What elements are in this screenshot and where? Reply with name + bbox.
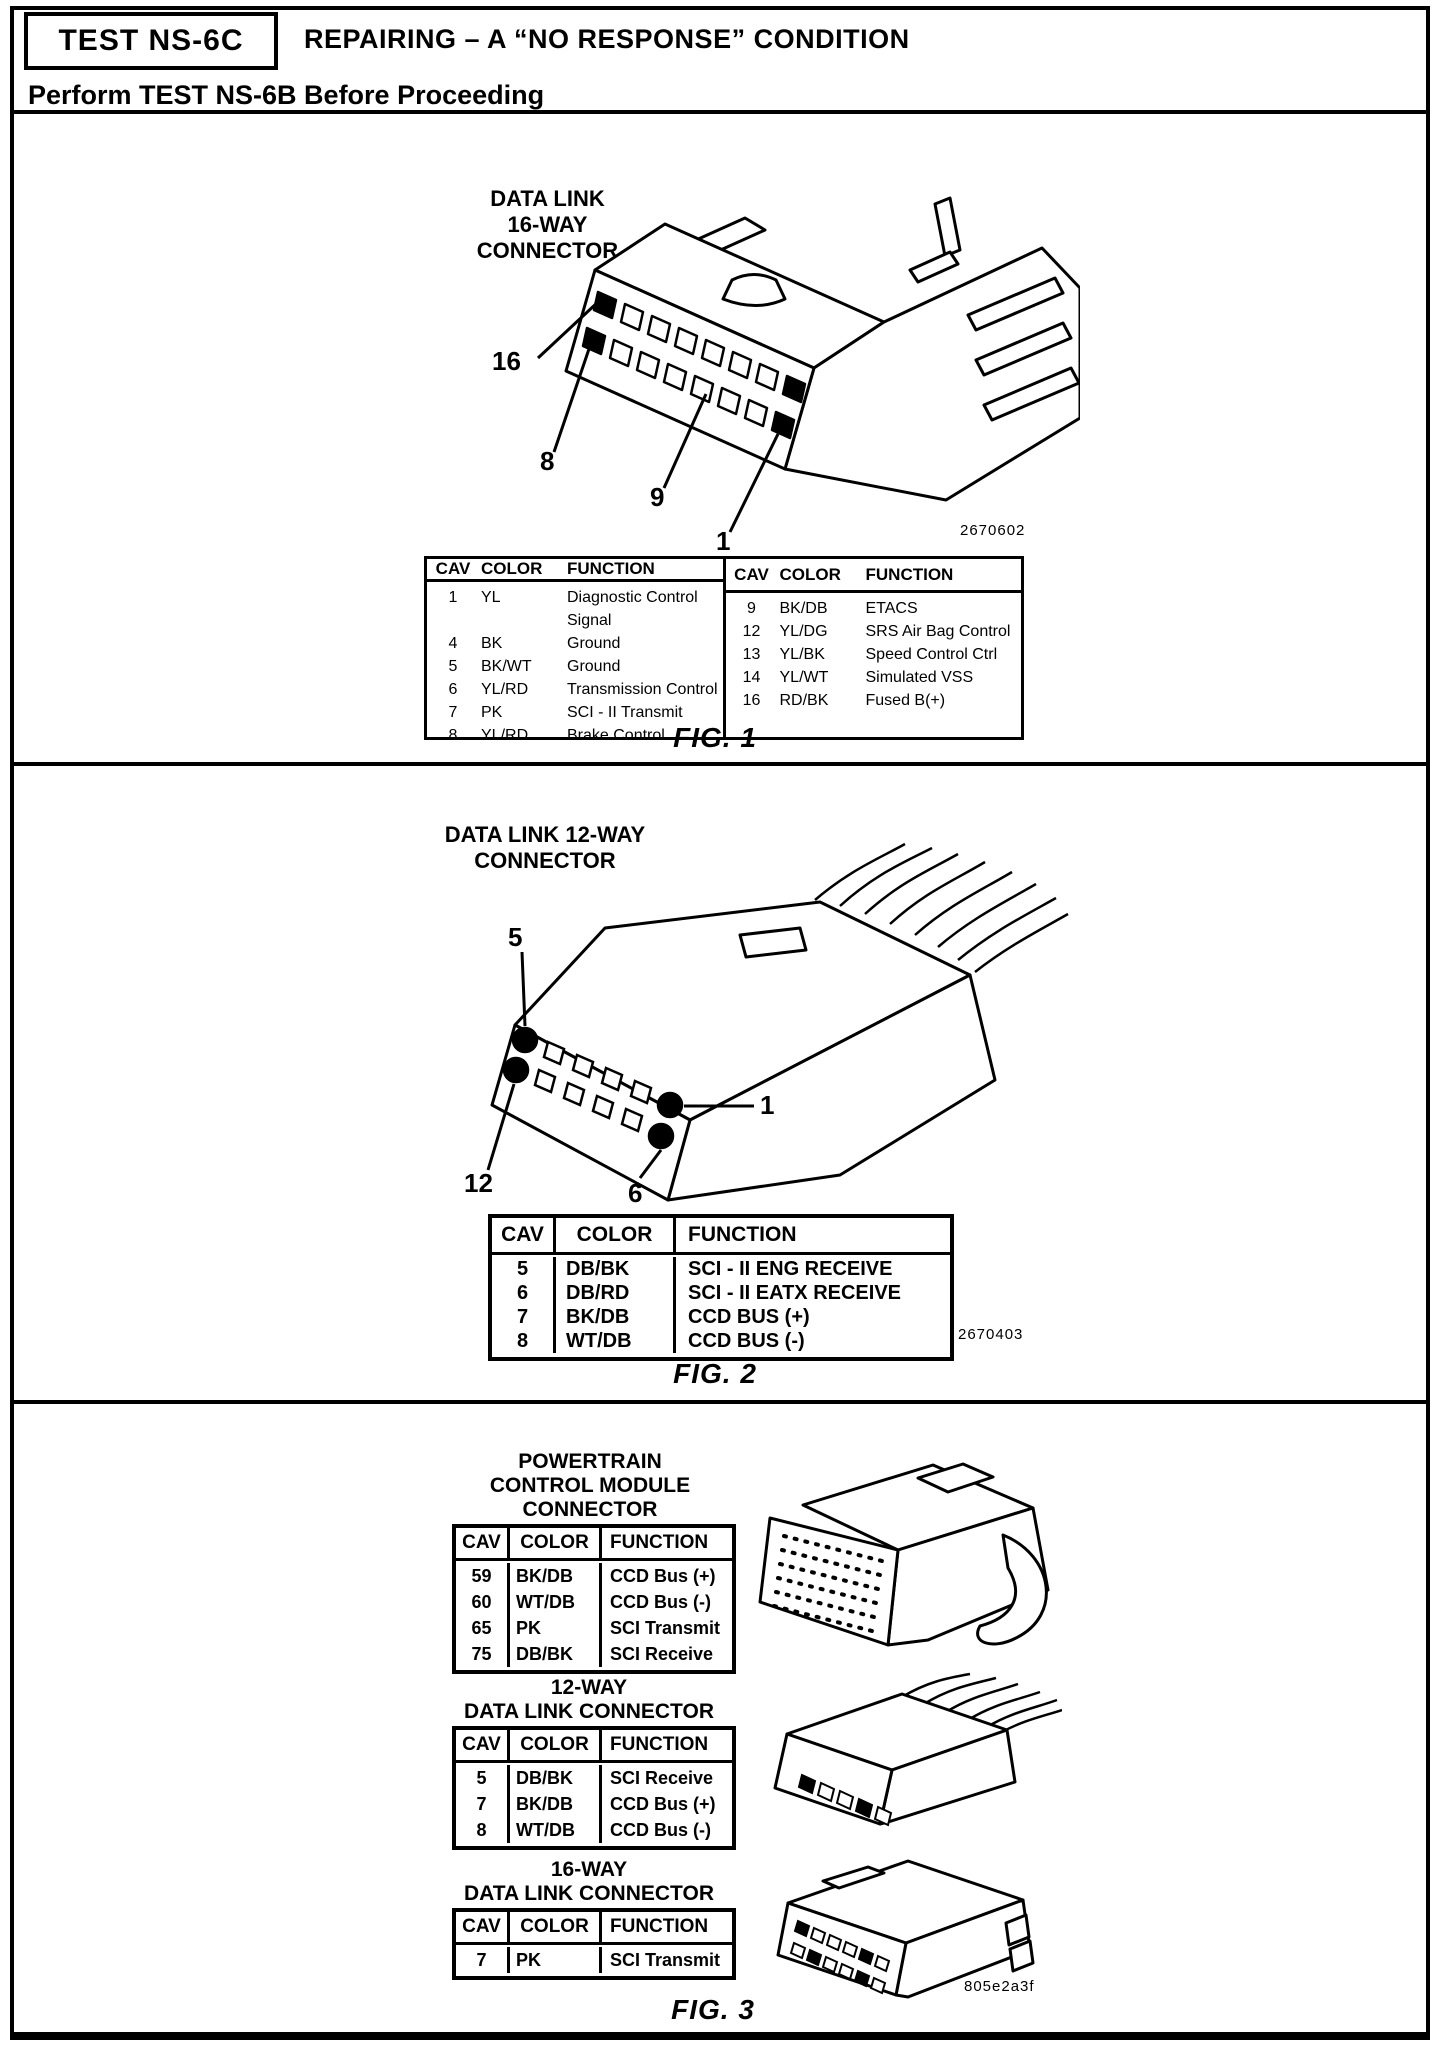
fig3-caption: FIG. 3 bbox=[671, 1994, 755, 2025]
table-cell: 5 bbox=[456, 1765, 510, 1791]
table-cell: 4 bbox=[448, 635, 458, 652]
column-header-color: COLOR bbox=[556, 1218, 676, 1252]
table-cell: YL/DG bbox=[779, 623, 828, 640]
fig1-table-right bbox=[723, 559, 1022, 737]
column-header-function: FUNCTION bbox=[610, 1916, 709, 1937]
column-header-cav: CAV bbox=[456, 1730, 510, 1760]
table-cell: 7 bbox=[456, 1947, 510, 1973]
table-cell: CCD BUS (+) bbox=[688, 1305, 810, 1328]
header-divider bbox=[14, 110, 1426, 114]
table-cell: 8 bbox=[456, 1817, 510, 1843]
dl16-pin-table bbox=[452, 1908, 736, 1980]
fig1-callout-1: 1 bbox=[716, 526, 731, 556]
table-cell: WT/DB bbox=[510, 1817, 602, 1843]
dl12-pin-table bbox=[452, 1726, 736, 1850]
table-cell: 60 bbox=[456, 1589, 510, 1615]
table-cell: YL/WT bbox=[779, 669, 829, 686]
table-cell: 16 bbox=[742, 692, 761, 709]
table-cell: BK/WT bbox=[481, 658, 532, 675]
table-cell: 59 bbox=[456, 1563, 510, 1589]
column-header-color: COLOR bbox=[510, 1912, 602, 1942]
table-cell: 7 bbox=[492, 1305, 556, 1329]
column-header-color: COLOR bbox=[779, 564, 841, 584]
table-cell: CCD Bus (-) bbox=[610, 1819, 711, 1840]
table-cell: DB/RD bbox=[556, 1281, 676, 1305]
table-cell: WT/DB bbox=[556, 1329, 676, 1353]
column-header-color: COLOR bbox=[510, 1528, 602, 1558]
dl12-small-connector-drawing bbox=[752, 1672, 1062, 1837]
column-header-cav: CAV bbox=[734, 564, 769, 584]
table-cell: 5 bbox=[492, 1257, 556, 1281]
table-cell: 5 bbox=[448, 658, 458, 675]
table-cell: PK bbox=[510, 1615, 602, 1641]
table-cell: DB/BK bbox=[556, 1257, 676, 1281]
table-cell: ETACS bbox=[865, 600, 918, 617]
fig2-callout-1: 1 bbox=[760, 1090, 775, 1120]
fig2-callout-5: 5 bbox=[508, 922, 523, 952]
fig1-callout-8: 8 bbox=[540, 446, 555, 476]
test-id-box bbox=[24, 12, 278, 70]
table-cell: CCD Bus (+) bbox=[610, 1793, 716, 1814]
table-cell: 7 bbox=[448, 704, 458, 721]
connector-12way-drawing bbox=[440, 840, 1070, 1212]
fig2-callout-6: 6 bbox=[628, 1178, 643, 1208]
column-header-cav: CAV bbox=[492, 1218, 556, 1252]
instruction-text: Perform TEST NS-6B Before Proceeding bbox=[28, 80, 545, 110]
table-cell: Diagnostic Control Signal bbox=[567, 589, 698, 629]
table-cell: SCI Transmit bbox=[610, 1617, 721, 1638]
table-cell: BK/DB bbox=[510, 1791, 602, 1817]
dl16-connector-label: 16-WAY DATA LINK CONNECTOR bbox=[463, 1858, 715, 1905]
fig2-caption: FIG. 2 bbox=[673, 1358, 757, 1389]
table-cell: 6 bbox=[492, 1281, 556, 1305]
table-cell: SCI Transmit bbox=[610, 1949, 721, 1970]
column-header-cav: CAV bbox=[456, 1528, 510, 1558]
table-cell: BK bbox=[481, 635, 503, 652]
table-cell: CCD BUS (-) bbox=[688, 1329, 805, 1352]
table-cell: 14 bbox=[742, 669, 761, 686]
table-cell: Ground bbox=[567, 635, 621, 652]
section-divider-1 bbox=[14, 762, 1426, 766]
table-cell: 6 bbox=[448, 681, 458, 698]
table-cell: SCI - II Transmit bbox=[567, 704, 683, 721]
table-cell: SCI - II ENG RECEIVE bbox=[688, 1257, 893, 1280]
fig1-callout-9: 9 bbox=[650, 482, 665, 512]
table-cell: PK bbox=[481, 704, 503, 721]
pcm-connector-drawing bbox=[748, 1440, 1068, 1670]
table-cell: 8 bbox=[448, 727, 458, 744]
table-cell: Fused B(+) bbox=[865, 692, 946, 709]
table-cell: SCI - II EATX RECEIVE bbox=[688, 1281, 901, 1304]
column-header-function: FUNCTION bbox=[865, 564, 954, 584]
table-cell: YL/BK bbox=[779, 646, 825, 663]
table-cell: 13 bbox=[742, 646, 761, 663]
column-header-function: FUNCTION bbox=[688, 1223, 797, 1246]
pcm-pin-table bbox=[452, 1524, 736, 1674]
fig1-callout-16: 16 bbox=[492, 346, 521, 376]
table-cell: YL bbox=[481, 589, 501, 606]
fig1-caption: FIG. 1 bbox=[673, 722, 757, 753]
fig1-connector-label: DATA LINK 16-WAY CONNECTOR bbox=[476, 186, 619, 263]
table-cell: PK bbox=[510, 1947, 602, 1973]
table-cell: YL/RD bbox=[481, 681, 529, 698]
table-cell: 9 bbox=[747, 600, 756, 617]
table-cell: BK/DB bbox=[510, 1563, 602, 1589]
fig2-callout-12: 12 bbox=[464, 1168, 493, 1198]
table-cell: BK/DB bbox=[779, 600, 828, 617]
test-id: TEST NS-6C bbox=[58, 24, 244, 57]
table-cell: Speed Control Ctrl bbox=[865, 646, 998, 663]
column-header-color: COLOR bbox=[481, 559, 543, 578]
table-cell: Transmission Control bbox=[567, 681, 718, 698]
fig1-table-left bbox=[427, 559, 723, 744]
section-divider-2 bbox=[14, 1400, 1426, 1404]
fig3-figure-code: 805e2a3f bbox=[964, 1978, 1035, 1995]
page-title: REPAIRING – A “NO RESPONSE” CONDITION bbox=[304, 24, 910, 54]
fig1-pin-table bbox=[424, 556, 1024, 744]
table-cell: RD/BK bbox=[779, 692, 829, 709]
table-cell: Brake Control bbox=[567, 727, 665, 744]
table-cell: 8 bbox=[492, 1329, 556, 1353]
column-header-function: FUNCTION bbox=[567, 559, 655, 578]
table-cell: 65 bbox=[456, 1615, 510, 1641]
pcm-connector-label: POWERTRAIN CONTROL MODULE CONNECTOR bbox=[489, 1450, 691, 1521]
fig2-figure-code: 2670403 bbox=[958, 1326, 1024, 1343]
table-cell: WT/DB bbox=[510, 1589, 602, 1615]
table-cell: 75 bbox=[456, 1641, 510, 1667]
table-cell: SCI Receive bbox=[610, 1643, 714, 1664]
fig2-pin-table bbox=[488, 1214, 954, 1361]
table-cell: Ground bbox=[567, 658, 621, 675]
table-cell: SCI Receive bbox=[610, 1767, 714, 1788]
column-header-cav: CAV bbox=[435, 559, 471, 578]
table-cell: YL/RD bbox=[481, 727, 529, 744]
table-cell: 7 bbox=[456, 1791, 510, 1817]
table-cell: CCD Bus (+) bbox=[610, 1565, 716, 1586]
table-cell: 1 bbox=[448, 589, 458, 606]
column-header-function: FUNCTION bbox=[610, 1532, 709, 1553]
table-cell: BK/DB bbox=[556, 1305, 676, 1329]
column-header-function: FUNCTION bbox=[610, 1734, 709, 1755]
table-cell: 12 bbox=[742, 623, 761, 640]
table-cell: SRS Air Bag Control bbox=[865, 623, 1011, 640]
table-cell: CCD Bus (-) bbox=[610, 1591, 711, 1612]
column-header-cav: CAV bbox=[456, 1912, 510, 1942]
fig1-figure-code: 2670602 bbox=[960, 522, 1026, 539]
table-cell: DB/BK bbox=[510, 1641, 602, 1667]
table-cell: DB/BK bbox=[510, 1765, 602, 1791]
column-header-color: COLOR bbox=[510, 1730, 602, 1760]
table-cell: Simulated VSS bbox=[865, 669, 974, 686]
dl12-connector-label: 12-WAY DATA LINK CONNECTOR bbox=[463, 1676, 715, 1723]
connector-16way-drawing bbox=[480, 150, 1080, 555]
fig2-connector-label: DATA LINK 12-WAY CONNECTOR bbox=[444, 822, 646, 873]
